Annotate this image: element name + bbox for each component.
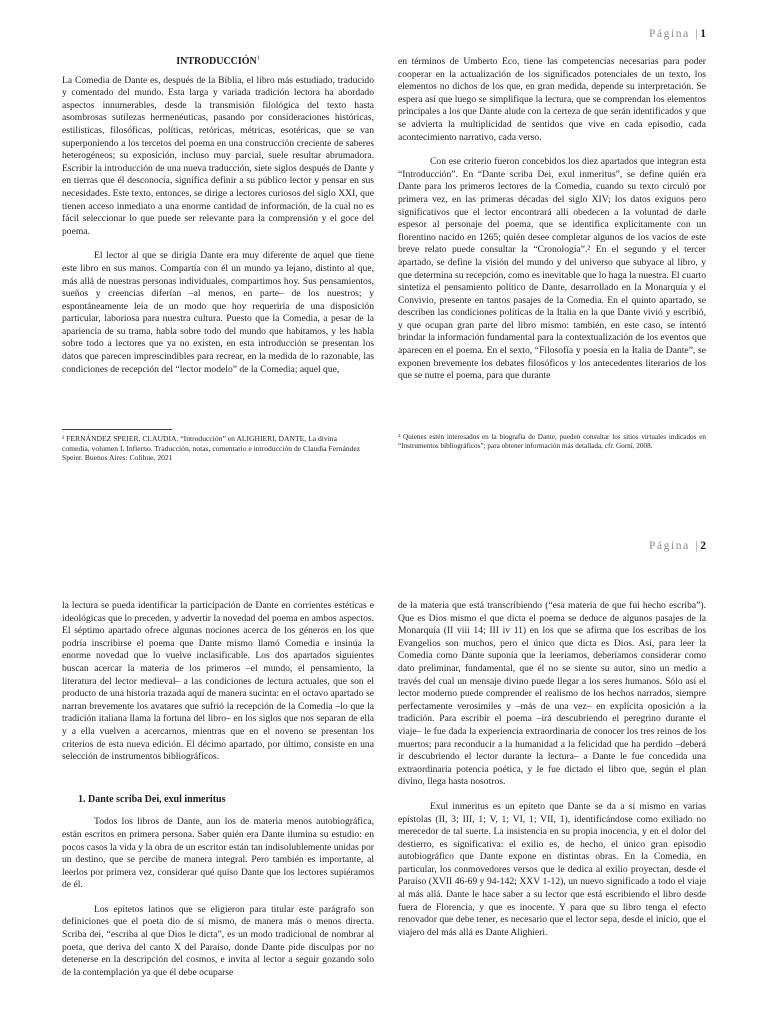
footnote-1: ¹ FERNÁNDEZ SPEIER, CLAUDIA. “Introducción” en ALIGHIERI, DANTE, La divina comedia, volumen I, Infierno. Traducción, notas, comentario e introducción de Claudia Fernández Speier. Buenos Aires: Colihue, 2021 xyxy=(62,434,361,463)
left-column xyxy=(62,56,374,376)
section-heading: 1. Dante scriba Dei, exul inmeritus xyxy=(78,793,226,805)
paragraph: Exul inmeritus es un epíteto que Dante se da a sí mismo en varias epístolas (II, 3; III, 1; V, 1; VI, 1; VII, 1), identificándose como exiliado no merecedor de tal suerte. La insistencia en su propia inocencia, y en el dolor del destierro, es significativa: el exilio es, de hecho, el único gran episodio autobiográfico que Dante expone en distintas obras. En la Comedia, en particular, los conmovedores versos que le dedica al exilio proyectan, desde el Paraíso (XVII 46-69 y 94-142; XXV 1-12), un nuevo significado a todo el viaje al más allá. Dante le hace saber a su lector que está escribiendo el libro desde fuera de Florencia, y que es inocente. Y para que su libro tenga el efecto renovador que debe tener, es necesario que el lector sepa, desde el inicio, que el viajero del más allá es Dante Alighieri. xyxy=(398,800,706,938)
page-title: INTRODUCCIÓN$^1$ xyxy=(176,55,260,67)
paragraph: Los epítetos latinos que se eligieron para titular este parágrafo son definiciones que el poeta dio de sí mismo, de manera más o menos directa. Scriba dei, “escriba al que Dios le dicta”, es un modo tradicional de nombrar al poeta, que deriva del canto X del Paraíso, donde Dante pide disculpas por no detenerse en la descripción del cosmos, e invita al lector a seguir gozando solo de la contemplación ya que él debe ocuparse xyxy=(62,903,374,978)
paragraph: la lectura se pueda identificar la participación de Dante en corrientes estéticas e ideológicas que lo preceden, y advertir la novedad del poema en ambos aspectos. El séptimo apartado ofrece algunas nociones acerca de los géneros en los que podría inscribirse el poema que Dante mismo llamó Comedia e insinúa la enorme novedad que lo vuelve inclasificable. Los dos apartados siguientes buscan acercar la materia de los primeros –el mundo, el pensamiento, la literatura del lector medieval– a las condiciones de lectura actuales, que son el producto de una historia trazada aquí de manera sucinta: en el octavo apartado se narran brevemente los avatares que sufrió la recepción de la Comedia –lo que la tradición italiana llama la fortuna del libro– en los siglos que nos separan de ella y a ella vuelven a acercarnos, mientras que en el noveno se presentan los criterios de esta nueva edición. El décimo apartado, por último, consiste en una selección de instrumentos bibliográficos. xyxy=(62,600,374,763)
paragraph: en términos de Umberto Eco, tiene las competencias necesarias para poder cooperar en la actualización de los significados potenciales de un texto, los elementos no dichos de los que, en gran medida, depende su interpretación. Se espera así que luego se simplifique la lectura, que se comprendan los elementos principales a los que Dante alude con la certeza de que serán identificados y que se advierta la multiplicidad de sentidos que vive en cada episodio, cada acontecimiento narrativo, cada verso. xyxy=(398,56,706,143)
left-column xyxy=(62,600,374,979)
page-number: Página |2 xyxy=(648,540,706,552)
paragraph: de la materia que está transcribiendo (“esa materia de que fui hecho escriba”). Que es Dios mismo el que dicta el poema se deduce de algunos pasajes de la Monarquía (II viii 14; III iv 11) en los que se afirma que los escribas de los Evangelios son muchos, pero el único que dicta es Dios. Así, para leer la Comedia como Dante suponía que la leeríamos, deberíamos considerar como dato preliminar, fundamental, que él no se siente su autor, sino un medio a través del cual un mensaje divino puede llegar a los seres humanos. Sólo así el lector moderno puede comprender el realismo de los hechos narrados, siempre perfectamente verosímiles y –más de una vez– en explícita oposición a la tradición. Para escribir el poema –irá descubriendo el peregrino durante el viaje– le fue dada la experiencia extraordinaria de conocer los tres reinos de los muertos; para reconducir a la humanidad a la felicidad que ha perdido –deberá ir descubriendo el lector durante la lectura– a Dante le fue concedida una extraordinaria potencia poética, y le fue dictado el libro que, según el plan divino, llega hasta nosotros. xyxy=(398,600,706,788)
footnote-separator xyxy=(62,429,172,430)
right-column xyxy=(398,600,706,939)
paragraph: Todos los libros de Dante, aun los de materia menos autobiográfica, están escritos en primera persona. Saber quién era Dante ilumina su estudio: en pocos casos la vida y la obra de un escritor están tan indisolublemente unidas por un destino, que se percibe de manera integral. Pero también es importante, al leerlos por primera vez, considerar qué quiso Dante que los lectores supiéramos de él. xyxy=(62,816,374,891)
paragraph: El lector al que se dirigía Dante era muy diferente de aquel que tiene este libro en sus manos. Compartía con él un mundo ya lejano, distinto al que, más allá de nuestras personas individuales, compartimos hoy. Sus pensamientos, sueños y creencias diferían –al menos, en parte– de los nuestros; y espontáneamente leía de un modo que hoy requeriría de una disposición particular, laboriosa para nuestra cultura. Puesto que la Comedia, a pesar de la apariencia de su trama, habla sobre todo del mundo que habitamos, y les habla sobre todo a lectores que ya no existen, en esta introducción se presentan los datos que parecen imprescindibles para recrear, en la medida de lo razonable, las condiciones de recepción del “lector modelo” de la Comedia; aquel que, xyxy=(62,250,374,375)
paragraph: Con ese criterio fueron concebidos los diez apartados que integran esta “Introducción”. En “Dante scriba Dei, exul inmeritus”, se define quién era Dante para los primeros lectores de la Comedia, cuando su texto circuló por primera vez, en las primeras décadas del siglo XIV; los datos exiguos pero significativos que el lector encontrará allí obedecen a la voluntad de darle espesor al personaje del poema, que se identifica explícitamente con un florentino nacido en 1265; quién desee completar algunos de los vacíos de este breve relato puede consultar la “Cronología”.² En el segundo y el tercer apartado, se define la visión del mundo y del universo que subyace al libro, y que determina su recepción, como es inevitable que lo haga la nuestra. El cuarto sintetiza el pensamiento político de Dante, desarrollado en la Monarquía y el Convivio, presente en tantos pasajes de la Comedia. En el quinto apartado, se describen las condiciones políticas de la Italia en la que Dante vivió y escribió, y que ocupan gran parte del libro mismo: también, en este caso, se intentó brindar la información fundamental para la contextualización de los eventos que aparecen en el poema. En el sexto, “Filosofía y poesía en la Italia de Dante”, se exponen brevemente los debates filosóficos y los antecedentes literarios de los que se nutre el poema, para que durante xyxy=(398,156,706,382)
right-column xyxy=(398,56,706,383)
page-number: Página |1 xyxy=(648,28,706,40)
paragraph: La Comedia de Dante es, después de la Biblia, el libro más estudiado, traducido y comentado del mundo. Esta larga y variada tradición lectora ha abordado aspectos innumerables, desde la transmisión filológica del texto hasta asombrosas sutilezas hermenéuticas, pasando por consideraciones históricas, estilísticas, filosóficas, políticas, retóricas, métricas, esotéricas, que se van superponiendo a los tercetos del poema en una construcción creciente de saberes heterogéneos; su exposición, incluso muy parcial, suele resultar abrumadora. Escribir la introducción de una nueva traducción, siete siglos después de Dante y en tierras que él desconocía, significa definir a su público lector y pensar en sus necesidades. Este texto, entonces, se dirige a lectores curiosos del siglo XXI, que tienen acceso inmediato a una enorme cantidad de información, de la cual no es fácil seleccionar lo que puede ser relevante para la comprensión y el goce del poema. xyxy=(62,74,374,237)
footnote-2: ² Quienes estén interesados en la biografía de Dante, pueden consultar los sitios virtuales indicados en “Instrumentos bibliográficos”; para obtener información más detallada, cfr. Gorni, 2008. xyxy=(398,433,706,451)
